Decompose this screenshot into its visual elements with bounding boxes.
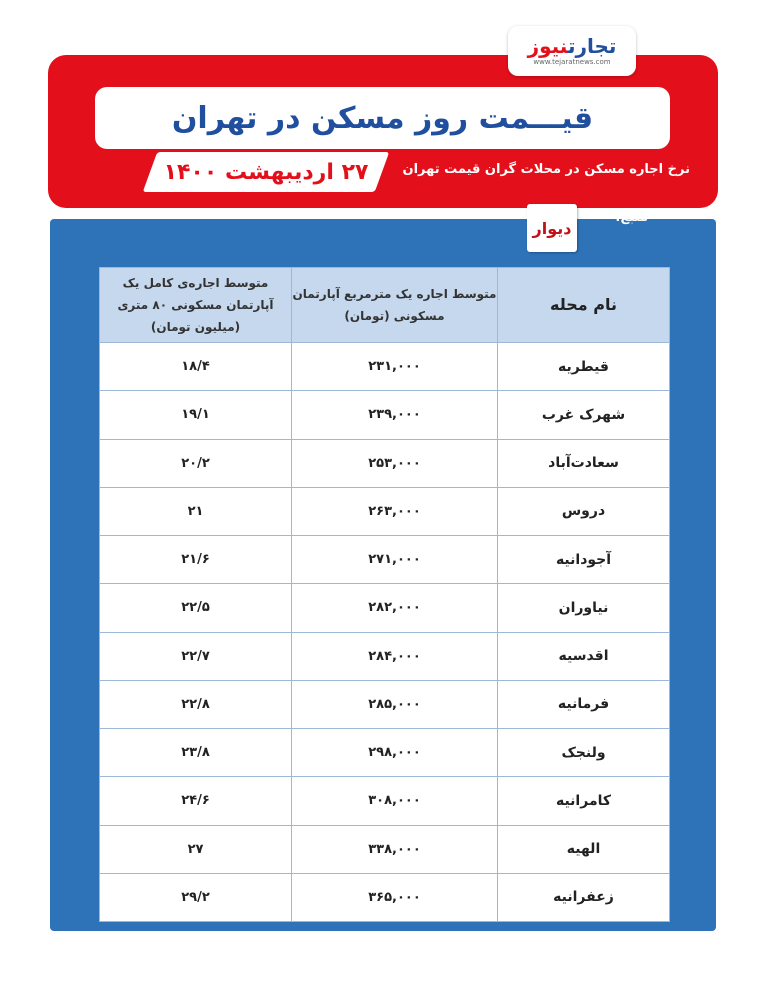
cell-full-rent: ۲۱ xyxy=(100,487,292,535)
cell-per-meter: ۲۸۲,۰۰۰ xyxy=(292,584,498,632)
cell-per-meter: ۳۳۸,۰۰۰ xyxy=(292,825,498,873)
cell-neighborhood: الهیه xyxy=(498,825,670,873)
table-row xyxy=(100,536,670,584)
title-box xyxy=(95,87,670,149)
cell-full-rent: ۲۹/۲ xyxy=(100,873,292,921)
cell-neighborhood: فرمانیه xyxy=(498,680,670,728)
page-title: قیـــمت روز مسکن در تهران xyxy=(171,100,594,136)
cell-neighborhood: سعادت‌آباد xyxy=(498,439,670,487)
cell-full-rent: ۱۹/۱ xyxy=(100,391,292,439)
cell-full-rent: ۲۲/۵ xyxy=(100,584,292,632)
cell-full-rent: ۲۰/۲ xyxy=(100,439,292,487)
table-header-row xyxy=(100,268,670,343)
cell-per-meter: ۳۶۵,۰۰۰ xyxy=(292,873,498,921)
table-row xyxy=(100,391,670,439)
cell-neighborhood: نیاوران xyxy=(498,584,670,632)
cell-per-meter: ۲۳۹,۰۰۰ xyxy=(292,391,498,439)
cell-per-meter: ۲۳۱,۰۰۰ xyxy=(292,343,498,391)
cell-per-meter: ۲۷۱,۰۰۰ xyxy=(292,536,498,584)
logo-url: www.tejaratnews.com xyxy=(533,58,611,66)
cell-full-rent: ۲۳/۸ xyxy=(100,729,292,777)
cell-full-rent: ۲۱/۶ xyxy=(100,536,292,584)
cell-full-rent: ۲۲/۷ xyxy=(100,632,292,680)
cell-neighborhood: آجودانیه xyxy=(498,536,670,584)
rent-table xyxy=(99,267,670,922)
table-row xyxy=(100,632,670,680)
cell-neighborhood: اقدسیه xyxy=(498,632,670,680)
table-row xyxy=(100,584,670,632)
tejaratnews-logo xyxy=(508,26,636,76)
table-row xyxy=(100,873,670,921)
table-row xyxy=(100,343,670,391)
table-row xyxy=(100,777,670,825)
cell-full-rent: ۲۴/۶ xyxy=(100,777,292,825)
cell-per-meter: ۲۸۴,۰۰۰ xyxy=(292,632,498,680)
cell-full-rent: ۲۲/۸ xyxy=(100,680,292,728)
logo-brand: تجارتنیوز xyxy=(527,34,617,58)
header-neighborhood: نام محله xyxy=(498,268,670,343)
table-row xyxy=(100,825,670,873)
date-label: ۲۷ اردیبهشت ۱۴۰۰ xyxy=(163,159,369,185)
header-full-rent: متوسط اجاره‌ی کامل یک آپارتمان مسکونی ۸۰ متری (میلیون تومان) xyxy=(100,268,292,343)
table-row xyxy=(100,487,670,535)
cell-neighborhood: قیطریه xyxy=(498,343,670,391)
cell-full-rent: ۱۸/۴ xyxy=(100,343,292,391)
table-row xyxy=(100,439,670,487)
cell-full-rent: ۲۷ xyxy=(100,825,292,873)
source-label: منبع: xyxy=(615,210,648,225)
header-per-meter: متوسط اجاره یک مترمربع آپارتمان مسکونی (تومان) xyxy=(292,268,498,343)
cell-neighborhood: دروس xyxy=(498,487,670,535)
divar-logo: دیوار xyxy=(527,204,577,252)
cell-per-meter: ۳۰۸,۰۰۰ xyxy=(292,777,498,825)
cell-per-meter: ۲۹۸,۰۰۰ xyxy=(292,729,498,777)
cell-neighborhood: زعفرانیه xyxy=(498,873,670,921)
table-row xyxy=(100,729,670,777)
cell-per-meter: ۲۶۳,۰۰۰ xyxy=(292,487,498,535)
cell-neighborhood: کامرانیه xyxy=(498,777,670,825)
cell-neighborhood: ولنجک xyxy=(498,729,670,777)
cell-neighborhood: شهرک غرب xyxy=(498,391,670,439)
page-subtitle: نرخ اجاره مسکن در محلات گران قیمت تهران xyxy=(402,162,690,177)
cell-per-meter: ۲۸۵,۰۰۰ xyxy=(292,680,498,728)
table-row xyxy=(100,680,670,728)
cell-per-meter: ۲۵۳,۰۰۰ xyxy=(292,439,498,487)
